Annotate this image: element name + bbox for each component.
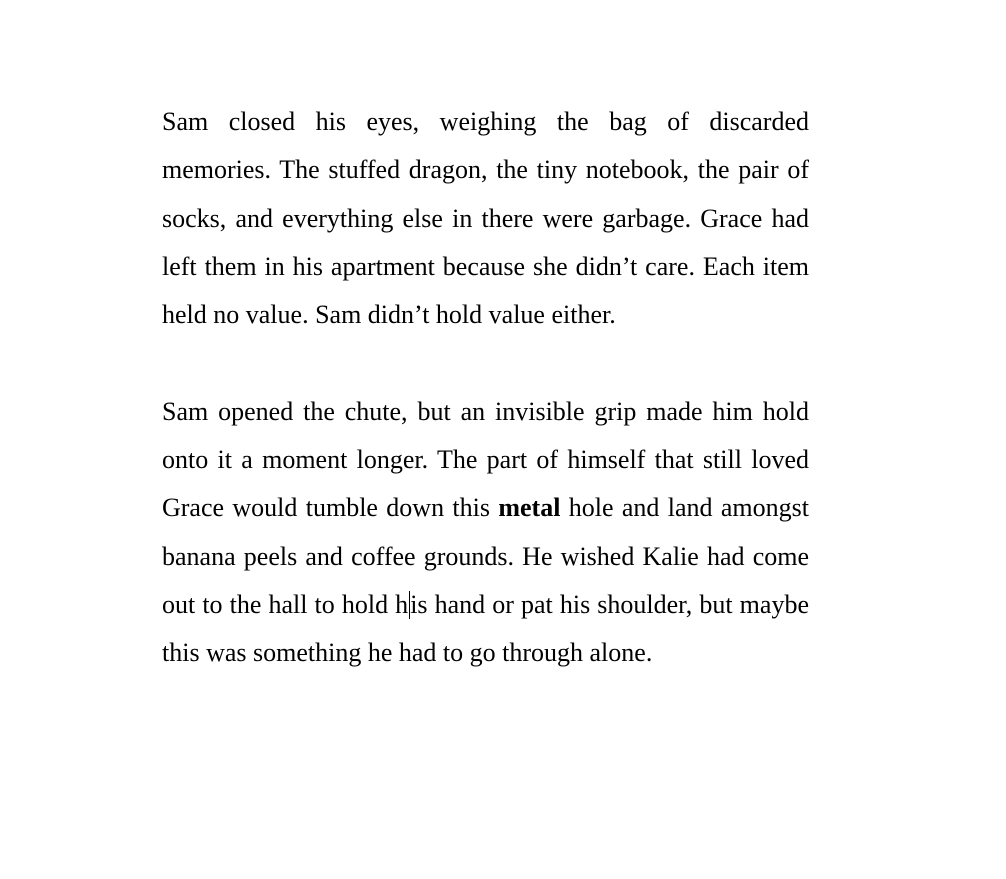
paragraph-2-text-end: is hand or pat his shoulder, but maybe this was something he had to go through alone. [162, 589, 809, 668]
document-body[interactable] [162, 98, 809, 678]
paragraph-2-text-middle: hole and land amongst banana peels and coffee grounds. He wished Kalie had come out to the hall to hold h [162, 493, 809, 619]
paragraph-1-text: Sam closed his eyes, weighing the bag of discarded memories. The stuffed dragon, the tiny notebook, the pair of socks, and everything else in there were garbage. Grace had left them in his apartment because she didn’t care. Each item held no value. Sam didn’t hold value either. [162, 107, 809, 330]
paragraph-1[interactable] [162, 98, 809, 339]
bold-word: metal [498, 493, 561, 523]
paragraph-2[interactable] [162, 388, 809, 678]
paragraph-2-text-start: Sam opened the chute, but an invisible grip made him hold onto it a moment longer. The part of himself that still loved Grace would tumble down this [162, 396, 809, 523]
